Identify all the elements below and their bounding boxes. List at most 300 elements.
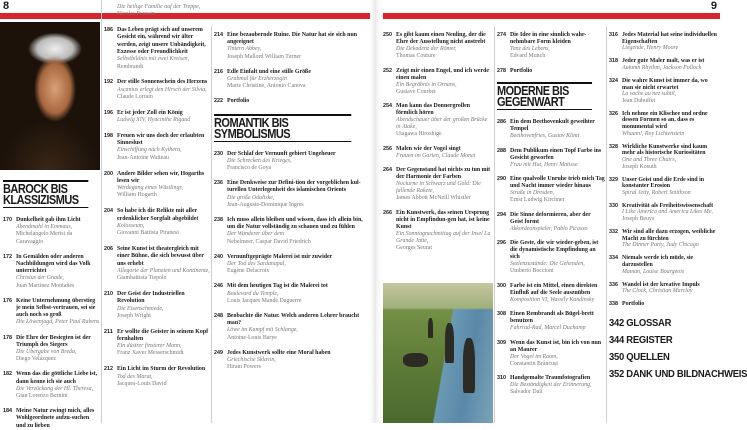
toc-page-number: 184 (3, 408, 12, 415)
toc-entry[interactable] (497, 311, 605, 332)
toc-entry-title: Man kann das Donnergrollen förmlich hören (396, 103, 471, 116)
toc-entry[interactable] (104, 171, 210, 200)
toc-page-number: 256 (383, 145, 392, 152)
toc-entry-work: Nocturne in Schwarz und Gold: Die fallende Rakete, (396, 181, 481, 194)
toc-entry[interactable] (3, 335, 100, 364)
toc-list (383, 32, 493, 252)
toc-entry-title: Ich muss allein bleiben und wissen, dass ich allein bin, um die Natur vollständig zu schauen und zu fühlen (227, 217, 363, 231)
toc-entry[interactable] (383, 210, 493, 252)
toc-entry[interactable] (104, 4, 210, 19)
toc-entry[interactable] (104, 291, 210, 320)
toc-entry-artist: Louis Jacques Mandé Daguerre (227, 297, 302, 304)
toc-entry-body (510, 32, 605, 60)
toc-entry-body (510, 119, 605, 140)
toc-entry[interactable] (609, 229, 720, 249)
toc-entry-title: Es gibt kaum einen Neuling, der die Ehre der Ausstellung nicht anstrebt (396, 32, 486, 45)
toc-entry-body (117, 27, 210, 71)
toc-entry-title: Die Geste, die wir wieder-geben, ist die dynamistische Empfindung an sich (510, 240, 599, 260)
toc-page-number: 170 (3, 217, 12, 223)
toc-entry-body (117, 246, 210, 282)
toc-entry-artist: Eugène Delacroix (227, 268, 270, 275)
toc-entry-title: Ein Licht im Sturm der Revolution (117, 366, 206, 373)
toc-entry[interactable] (609, 144, 720, 170)
toc-entry-title: Wenn das Kunst ist, bin ich von nun an Maurer (510, 339, 602, 353)
toc-entry-artist: Michelangelo Merisi da Caravaggio (16, 231, 73, 245)
toc-entry-work: Ein düstrer finsterer Mann, (117, 343, 182, 350)
toc-entry-title: Dem Publikum einen Topf Farbe ins Gesicht geworfen (510, 147, 602, 161)
toc-page-number: 216 (214, 68, 223, 75)
toc-entry[interactable] (383, 32, 493, 60)
toc-entry-work: Werdegang eines Wüstlings, (117, 185, 184, 192)
toc-list (214, 151, 370, 372)
toc-list (497, 119, 605, 396)
toc-page-number: 210 (104, 290, 113, 297)
toc-entry-title: Jeder gute Maler malt, was er ist (622, 58, 705, 65)
toc-page-number: 274 (497, 32, 506, 38)
toc-entry-title: Andere Bilder sehen wir, Hogarths lesen wir (117, 170, 205, 184)
toc-entry-artist: Juan Martínez Montañés (16, 282, 75, 289)
toc-entry-work: Die Verzückung der Hl. Theresa, (16, 385, 93, 392)
toc-entry-title: Eine Denkweise zur Defini-tion der vorgeblichen kul-turellen Unterlegenheit des islamischen Orients (227, 180, 361, 194)
toc-entry-work: Die Schrecken des Krieges, (227, 157, 292, 164)
toc-entry-title: Meine Natur zwingt mich, alles Wohlgeordnete aufzu-suchen und zu lieben (16, 408, 95, 429)
toc-entry-title: Dunkelheit gab ihm Licht (16, 217, 81, 223)
toc-entry-work: Löwe im Kampf mit Schlange, (227, 327, 298, 334)
toc-page-number: 248 (214, 313, 223, 320)
toc-entry-work: Boulevard du Temple, (227, 290, 279, 297)
toc-entry-body (510, 283, 605, 304)
toc-page-number: 296 (497, 240, 506, 246)
toc-entry-work: The Clock, Christian Marclay (622, 288, 693, 295)
toc-entry-title: Portfolio (622, 301, 645, 308)
toc-entry[interactable] (214, 254, 370, 276)
toc-entry-body (16, 335, 100, 364)
toc-page-number: 316 (609, 32, 618, 38)
toc-entry[interactable] (3, 298, 100, 327)
toc-entry-work: Whaam!, Roy Lichtenstein (622, 130, 685, 137)
toc-entry[interactable] (383, 167, 493, 202)
toc-entry[interactable] (497, 240, 605, 275)
toc-entry-title: Einen Rembrandt als Bügel-brett benutzen (510, 311, 594, 324)
toc-entry[interactable] (104, 110, 210, 125)
column-2 (104, 4, 210, 423)
toc-entry-title: Wirkliche Kunstwerke sind kaum mehr als historische Kuriositäten (622, 143, 708, 157)
toc-entry-work: Frauen im Garten, Claude Monet (396, 152, 476, 159)
toc-entry-title: Ein Kunstwerk, das seinen Ursprung nicht in Empfindun-gen hat, ist keine Kunst (396, 209, 490, 230)
toc-entry[interactable] (609, 78, 720, 104)
toc-entry-work: Maman, Louise Bourgeois (622, 268, 685, 275)
toc-entry[interactable] (214, 180, 370, 209)
toc-entry-body (16, 298, 100, 327)
toc-entry-body (396, 210, 493, 252)
toc-entry-body (227, 180, 370, 209)
toc-entry[interactable] (497, 119, 605, 140)
back-matter-glossar[interactable]: 342 GLOSSAR (609, 316, 672, 329)
toc-entry-work: Komposition VI, Wassily Kandinsky (510, 296, 595, 303)
toc-entry[interactable] (104, 208, 210, 237)
toc-entry-title: Der stille Sonnenschein des Herzens (117, 79, 208, 86)
toc-page-number: 198 (104, 132, 113, 139)
toc-entry-work: Straße in Dresden, (510, 190, 555, 196)
toc-entry-title: Die Idee in eine sinnlich wahr-nehmbare Form kleiden (510, 32, 587, 45)
toc-entry[interactable] (104, 133, 210, 162)
toc-entry-title: Niemals werde ich müde, sie darzustellen (622, 255, 694, 269)
column-4 (383, 32, 493, 282)
toc-entry-title: Unser Geist und die Erde sind in konstanter Erosion (622, 176, 705, 190)
toc-entry-title: Eine qualvolle Unruhe trieb mich Tag und Nacht immer wieder hinaus (510, 176, 605, 189)
toc-entry-body (117, 4, 210, 19)
toc-entry-work: Die große Odaliske, (227, 194, 275, 201)
toc-entry-work: La vache au nez subtil, (622, 91, 677, 98)
toc-entry-artist: Giovanni Battista Piranesi (117, 230, 179, 237)
toc-entry-title: Die wahre Kunst ist immer da, wo man sie nicht erwartet (622, 77, 708, 91)
back-matter-dank[interactable]: 352 DANK UND BILDNACHWEIS (609, 367, 747, 380)
column-6 (609, 32, 747, 423)
toc-entry-work: Abendmahl in Emmaus, (16, 224, 73, 231)
toc-entry[interactable] (609, 301, 720, 308)
toc-entry-body (117, 329, 210, 358)
toc-page-number: 278 (497, 67, 506, 74)
toc-entry-title: Mit dem heutigen Tag ist die Malerei tot (227, 283, 328, 290)
toc-page-number: 336 (609, 281, 618, 288)
toc-page-number: 264 (383, 167, 392, 173)
toc-page-number: 254 (383, 103, 392, 109)
toc-entry-work: Die Dekadenz der Römer, (396, 46, 457, 52)
toc-entry-body (510, 212, 605, 233)
toc-entry-artist: Jean-Auguste-Dominique Ingres (227, 201, 304, 208)
toc-entry[interactable] (214, 313, 370, 342)
toc-entry-body (396, 68, 493, 96)
toc-entry[interactable] (497, 283, 605, 304)
toc-entry-body (510, 311, 605, 332)
toc-entry[interactable] (609, 111, 720, 137)
rembrandt-portrait-image (0, 22, 100, 170)
toc-list (214, 32, 370, 106)
toc-entry-body (510, 176, 605, 204)
toc-entry-body (227, 254, 370, 276)
toc-page-number: 328 (609, 143, 618, 150)
toc-entry[interactable] (3, 217, 100, 246)
toc-entry-title: Wandel ist der kreative Impuls (622, 281, 700, 288)
toc-entry-artist: Diego Velázquez (16, 356, 56, 363)
toc-entry-body (622, 177, 720, 197)
toc-page-number: 206 (104, 245, 113, 252)
toc-entry-body (396, 103, 493, 138)
toc-entry-work: Autumn Rhythm, Jackson Pollock (622, 64, 702, 71)
toc-entry-artist: Ernst Ludwig Kirchner (510, 197, 565, 203)
toc-entry-body (622, 255, 720, 275)
toc-page-number: 178 (3, 334, 12, 341)
toc-entry-title: Er wollte die Geister in seinem Kopf fernhalten (117, 328, 209, 342)
toc-entry[interactable] (3, 254, 100, 290)
toc-entry[interactable] (497, 148, 605, 169)
toc-entry-body (227, 69, 370, 91)
toc-entry-body (622, 144, 720, 170)
toc-page-number: 308 (497, 311, 506, 317)
toc-entry-title: Die Ehre der Besiegten ist der Triumph des Siegers (16, 334, 91, 348)
toc-entry-title: Eine bezaubernde Ruine. Die Natur hat sie sich nun angeeignet (227, 32, 357, 46)
toc-entry[interactable] (104, 366, 210, 388)
toc-entry[interactable] (609, 58, 720, 71)
toc-entry[interactable] (497, 176, 605, 204)
toc-entry-title: Jedes Kunstwerk sollte eine Moral haben (227, 349, 331, 356)
toc-entry-artist: Rembrandt (117, 63, 144, 70)
toc-entry[interactable] (497, 340, 605, 368)
toc-entry-work: Fahrrad-Rad, Marcel Duchamp (510, 325, 586, 331)
toc-entry-title: Keine Unternehmung überstieg je mein Selbst-vertrauen, sei sie auch noch so groß (16, 297, 96, 319)
toc-entry-artist: Gustave Courbet (396, 88, 436, 95)
toc-entry-body (16, 217, 100, 246)
toc-entry-title: Ich nehme ein Klischee und ordne dessen Formen so an, dass es monumental wird (622, 110, 708, 131)
toc-entry[interactable] (214, 283, 370, 305)
toc-page-number: 192 (104, 79, 113, 86)
toc-entry-title: Wir sind alle dazu erzogen, weibliche Macht zu fürchten (622, 229, 716, 242)
toc-entry-title: Wenn das die göttliche Liebe ist, dann kenne ich sie auch (16, 371, 98, 385)
toc-entry-work: Allegorie der Planeten und Kontinente, (117, 267, 210, 274)
toc-page-number: 212 (104, 366, 113, 373)
toc-entry-title: Das Leben prägt sich auf unserem Gesicht ein, während wir älter werden, zeigt unsere Unbändigkeit, Exzesse oder Freundlichkeit (117, 27, 206, 55)
toc-page-number: 294 (497, 211, 506, 218)
toc-page-number: 334 (609, 255, 618, 262)
toc-entry-body (227, 217, 370, 246)
toc-page-number: 250 (383, 32, 392, 38)
toc-entry-work: Die heilige Familie auf der Treppe, (117, 4, 201, 10)
toc-entry-body (622, 111, 720, 137)
toc-entry-body (622, 58, 720, 71)
toc-entry-title: Zeigt mir einen Engel, und ich werde einen malen (396, 67, 489, 81)
toc-entry-title: Die Sinne deformieren, aber der Geist formt (510, 211, 591, 225)
toc-entry-artist: Salvador Dalí (510, 389, 543, 395)
section-heading-romantik: ROMANTIK BIS SYMBOLISMUS (214, 114, 351, 142)
toc-page-number: 290 (497, 176, 506, 182)
toc-entry[interactable] (609, 203, 720, 223)
toc-entry[interactable] (214, 98, 370, 105)
toc-entry-work: Einschiffung nach Kythera, (117, 147, 182, 154)
toc-entry-title: Beobachte die Natur. Welch anderen Lehrer braucht man? (227, 313, 360, 327)
toc-page-number: 338 (609, 301, 618, 308)
toc-entry-work: Tintern Abbey, (227, 46, 262, 53)
toc-entry[interactable] (214, 69, 370, 91)
toc-entry[interactable] (3, 371, 100, 400)
toc-entry-work: Grabmal für Erzherzogin (227, 76, 287, 83)
toc-list (3, 217, 100, 430)
toc-entry-work: Akkordeonspieler, Pablo Picasso (510, 225, 588, 232)
toc-entry[interactable] (383, 68, 493, 96)
toc-page-number: 240 (214, 253, 223, 260)
toc-page-number: 238 (214, 217, 223, 224)
toc-entry-work: Der Vogel im Raum, (510, 353, 558, 360)
toc-entry-title: Vernunftgeprägte Malerei ist mir zuwider (227, 253, 333, 260)
toc-entry[interactable] (104, 329, 210, 358)
toc-page-number: 236 (214, 180, 223, 187)
toc-entry-body (117, 133, 210, 162)
toc-entry[interactable] (214, 151, 370, 173)
toc-entry-artist: Utagawa Hiroshige (396, 131, 442, 137)
toc-entry[interactable] (609, 282, 720, 295)
toc-entry-artist: Hiram Powers (227, 364, 261, 371)
toc-entry-body (510, 68, 605, 75)
column-divider (211, 26, 212, 423)
toc-entry-work: Die Eisenschmiede, (117, 305, 164, 312)
toc-entry-work: Ein Begräbnis in Ornans, (396, 81, 457, 88)
toc-entry-body (622, 203, 720, 223)
toc-entry[interactable] (497, 32, 605, 60)
toc-entry-body (622, 301, 720, 308)
column-1 (3, 176, 100, 429)
toc-entry-work: Griechische Sklavin, (227, 357, 276, 364)
toc-entry[interactable] (104, 246, 210, 282)
toc-list (104, 4, 210, 388)
toc-entry[interactable] (214, 32, 370, 61)
toc-entry-title: Ein dem Beethovenkult geweihter Tempel (510, 119, 595, 132)
toc-entry-body (396, 167, 493, 202)
toc-entry-artist: Nicolas Poussin (117, 11, 155, 18)
toc-entry-body (396, 146, 493, 160)
toc-entry-artist: Gian Lorenzo Bernini (16, 393, 68, 400)
toc-entry-body (510, 240, 605, 275)
toc-page-number: 330 (609, 202, 618, 209)
toc-entry-work: Frau mit Hut, Henri Matisse (510, 161, 578, 168)
toc-page-number: 300 (497, 282, 506, 289)
toc-entry-body (117, 79, 210, 101)
toc-entry-work: Selbstbildnis mit zwei Kreisen, (117, 56, 190, 63)
toc-entry-artist: Jean Dubuffet (622, 97, 656, 104)
back-matter-quellen[interactable]: 350 QUELLEN (609, 350, 670, 363)
toc-entry-title: Kreativität als Freiheitswissenschaft (622, 202, 714, 209)
toc-page-number (104, 4, 117, 19)
back-matter-list (609, 315, 747, 383)
toc-entry-body (227, 98, 370, 105)
toc-entry-body (396, 32, 493, 60)
toc-entry-body (227, 151, 370, 173)
toc-entry-body (117, 208, 210, 237)
toc-entry-work: Ascanius erlegt den Hirsch der Silvia, (117, 86, 207, 93)
toc-entry-body (510, 148, 605, 169)
toc-entry[interactable] (214, 217, 370, 246)
toc-entry-body (117, 291, 210, 320)
toc-page-number: 332 (609, 229, 618, 236)
toc-entry-artist: Jean-Antoine Watteau (117, 154, 169, 161)
toc-entry-work: Christus der Gnade, (16, 275, 64, 282)
toc-entry-work: Seelenzustände: Die Gehenden, (510, 261, 585, 267)
toc-entry-work: Die Beständigkeit der Erinnerung, (510, 382, 592, 388)
toc-entry[interactable] (609, 177, 720, 197)
toc-entry-work: Ein Sonntagnachmittag auf der Insel La Grande Jatte, (396, 230, 491, 244)
toc-page-number: 309 (497, 339, 506, 346)
toc-entry[interactable] (3, 408, 100, 430)
toc-entry-title: Handgemalte Traumfotografien (510, 375, 591, 381)
toc-entry-body (622, 78, 720, 104)
toc-entry-artist: Franz Xaver Messerschmidt (117, 350, 184, 357)
toc-page-number: 266 (383, 209, 392, 216)
toc-entry[interactable] (214, 350, 370, 372)
toc-page-number: 326 (609, 110, 618, 117)
toc-list (497, 32, 605, 75)
toc-entry-work: Beethovenfries, Gustav Klimt (510, 133, 580, 139)
toc-entry-artist: Francisco de Goya (227, 165, 272, 172)
toc-entry-artist: Constantin Brâncuși (510, 360, 558, 367)
column-5 (497, 32, 605, 423)
toc-page-number: 252 (383, 67, 392, 74)
toc-entry-title: Der Gegenstand hat nichts zu tun mit der Harmonie der Farben (396, 167, 491, 180)
toc-page-number: 286 (497, 119, 506, 125)
toc-entry-body (622, 229, 720, 249)
back-matter-register[interactable]: 344 REGISTER (609, 333, 673, 346)
book-gutter (370, 0, 382, 423)
toc-entry-artist: Thomas Couture (396, 53, 436, 59)
page-number-right: 9 (710, 0, 717, 12)
red-bar-right (383, 13, 720, 19)
toc-entry[interactable] (609, 255, 720, 275)
toc-entry-artist: Antoine-Louis Barye (227, 334, 277, 341)
toc-page-number: 176 (3, 297, 12, 304)
toc-entry-title: Portfolio (510, 67, 533, 74)
toc-entry-work: Kolosseum, (117, 222, 145, 229)
toc-entry[interactable] (497, 375, 605, 396)
toc-entry[interactable] (609, 32, 720, 52)
toc-page-number: 329 (609, 176, 618, 183)
toc-page-number: 204 (104, 208, 113, 215)
toc-entry[interactable] (497, 212, 605, 233)
toc-entry-title: Jedes Material hat seine individuellen Eigenschaften (622, 32, 717, 45)
toc-entry-work: Abendschauer über der großen Brücke in Atake, (396, 117, 488, 130)
toc-entry-body (16, 408, 100, 430)
toc-entry-artist: Claude Lorrain (117, 93, 153, 100)
toc-entry-work: I Like America and America Likes Me, (622, 209, 713, 216)
seurat-painting-image (383, 283, 493, 423)
toc-entry-work: Der Tod des Sardanapal, (227, 261, 286, 268)
toc-entry[interactable] (104, 79, 210, 101)
toc-entry-body (622, 282, 720, 295)
toc-entry[interactable] (104, 27, 210, 71)
toc-page-number: 246 (214, 283, 223, 290)
toc-entry-work: The Dinner Party, Judy Chicago (622, 242, 699, 249)
toc-entry[interactable] (383, 103, 493, 138)
toc-entry-artist: Joseph Kosuth (622, 163, 657, 170)
toc-entry-body (16, 254, 100, 290)
toc-entry-title: Seine Kunst ist theatergleich mit einer Bühne, die sich bewusst über uns erhebt (117, 245, 204, 267)
toc-entry-body (16, 371, 100, 400)
column-3 (214, 32, 370, 423)
toc-entry-body (117, 171, 210, 200)
toc-list (609, 32, 720, 308)
section-heading-barock: BAROCK BIS KLASSIZISMUS (3, 180, 88, 208)
section-heading-moderne: MODERNE BIS GEGENWART (497, 82, 592, 110)
column-divider (494, 26, 495, 423)
toc-entry-artist: Marie Christine, Antonio Canova (227, 83, 306, 90)
toc-entry-work: Spiral Jetty, Robert Smithson (622, 189, 691, 196)
toc-entry-work: Liegende, Henry Moore (622, 45, 679, 52)
toc-entry-title: Freuen wir uns doch der erlaubten Sinneslust (117, 132, 205, 147)
toc-page-number: 318 (609, 58, 618, 65)
toc-page-number: 230 (214, 150, 223, 157)
toc-entry-title: Edle Einfalt und eine stille Größe (227, 68, 311, 75)
toc-entry-work: Der Wanderer über dem (227, 231, 284, 238)
toc-entry[interactable] (383, 146, 493, 160)
toc-entry-title: Er ist jeder Zoll ein König (117, 109, 183, 116)
toc-entry-work: One and Three Chairs, (622, 156, 677, 163)
toc-entry-artist: Joseph Wright (117, 312, 151, 319)
toc-page-number: 288 (497, 147, 506, 154)
toc-page-number: 310 (497, 375, 506, 381)
toc-entry-artist: Georges Seurat (396, 244, 433, 251)
column-divider (101, 0, 102, 423)
toc-entry-work: Die Übergabe von Breda, (16, 349, 77, 356)
toc-entry-body (227, 350, 370, 372)
toc-entry-artist: Joseph Mallord William Turner (227, 53, 302, 60)
toc-entry[interactable] (497, 68, 605, 75)
toc-page-number: 211 (104, 328, 113, 335)
